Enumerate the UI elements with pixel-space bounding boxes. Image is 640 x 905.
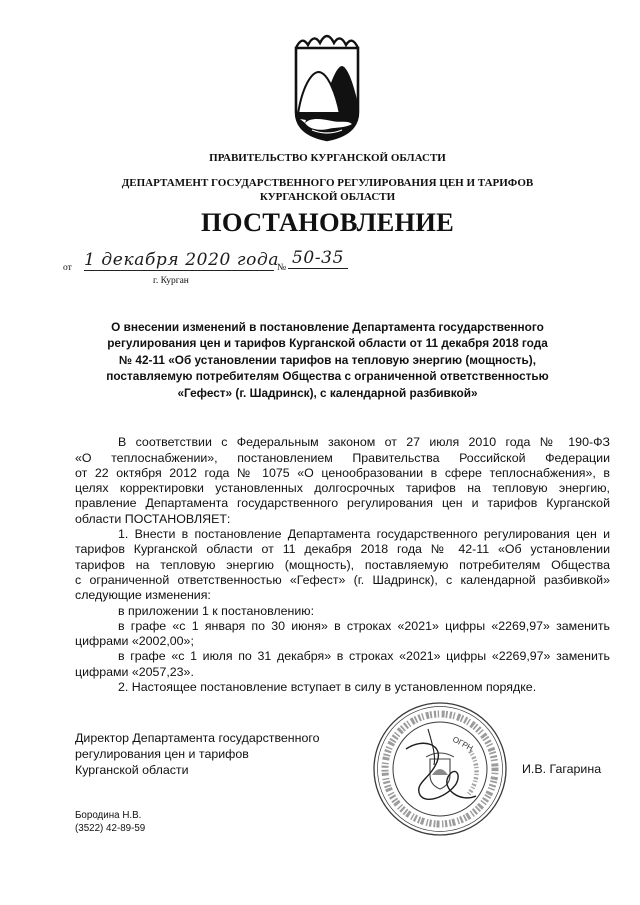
body-line: 2. Настоящее постановление вступает в силу в установленном порядке. [118, 680, 537, 695]
document-type-title: ПОСТАНОВЛЕНИЕ [201, 207, 454, 237]
signature-position [75, 730, 320, 778]
executor-phone: (3522) 42-89-59 [75, 823, 146, 834]
department-name-line: ДЕПАРТАМЕНТ ГОСУДАРСТВЕННОГО РЕГУЛИРОВАНИЯ ЦЕН И ТАРИФОВ [121, 177, 534, 189]
body-line: «О теплоснабжении», постановлением Правительства Российской Федерации [75, 450, 610, 465]
seal-center-text: ОГРН [451, 734, 475, 753]
body-line: следующие изменения: [75, 588, 211, 603]
body-line: в приложении 1 к постановлению: [118, 603, 315, 618]
body-line: правление Департамента государственного регулирования цен и тарифов Курганской [75, 496, 610, 511]
body-line: цифрами «2002,00»; [75, 634, 194, 649]
resolution-title-line: регулирования цен и тарифов Курганской области от 11 декабря 2018 года [107, 336, 548, 351]
handwritten-date: 1 декабря 2020 года [84, 250, 280, 270]
official-round-seal-icon [370, 699, 510, 839]
resolution-title [75, 319, 580, 402]
signature-position-line: Директор Департамента государственного [75, 731, 320, 745]
signature-position-line: Курганской области [75, 763, 189, 777]
executor-name: Бородина Н.В. [75, 810, 142, 821]
resolution-title-line: О внесении изменений в постановление Департамента государственного [111, 319, 544, 334]
resolution-title-line: «Гефест» (г. Шадринск), с календарной разбивкой» [177, 385, 478, 400]
body-line: тарифов на тепловую энергию (мощность), поставляемую потребителям Общества [75, 557, 610, 572]
department-name-line: КУРГАНСКОЙ ОБЛАСТИ [259, 191, 396, 203]
body-line: целях корректировки установленных долгосрочных тарифов на тепловую энергию, [75, 481, 610, 496]
document-body [75, 435, 610, 695]
signer-name: И.В. Гагарина [522, 762, 602, 776]
government-name: ПРАВИТЕЛЬСТВО КУРГАНСКОЙ ОБЛАСТИ [209, 152, 446, 164]
handwritten-number: 50-35 [288, 248, 348, 269]
body-line: в графе «с 1 января по 30 июня» в строках «2021» цифры «2269,97» заменить [118, 618, 610, 633]
body-line: тарифов Курганской области от 11 декабря 2018 года № 42-11 «Об установлении [75, 542, 610, 557]
body-line: от 22 октября 2012 года № 1075 «О ценообразовании в сфере теплоснабжения», в [75, 465, 610, 480]
resolution-title-line: поставляемую потребителям Общества с ограниченной ответственностью [106, 369, 549, 384]
body-line: 1. Внести в постановление Департамента государственного регулирования цен и [118, 527, 610, 542]
body-line: цифрами «2057,23». [75, 664, 194, 679]
number-label: № [277, 263, 287, 273]
body-line: области ПОСТАНОВЛЯЕТ: [75, 511, 231, 526]
signature-position-line: регулирования цен и тарифов [75, 747, 249, 761]
date-from-label: от [63, 263, 72, 273]
body-line: в графе «с 1 июля по 31 декабря» в строках «2021» цифры «2269,97» заменить [118, 649, 610, 664]
department-name [75, 176, 580, 204]
resolution-title-line: № 42-11 «Об установлении тарифов на тепловую энергию (мощность), [118, 352, 537, 367]
executor-contact [75, 809, 145, 835]
kurgan-coat-of-arms-icon [292, 26, 362, 142]
body-line: с ограниченной ответственностью «Гефест» (г. Шадринск), с календарной разбивкой» [75, 572, 610, 587]
body-line: В соответствии с Федеральным законом от 27 июля 2010 года № 190-ФЗ [118, 435, 610, 450]
city-label: г. Курган [153, 276, 189, 286]
